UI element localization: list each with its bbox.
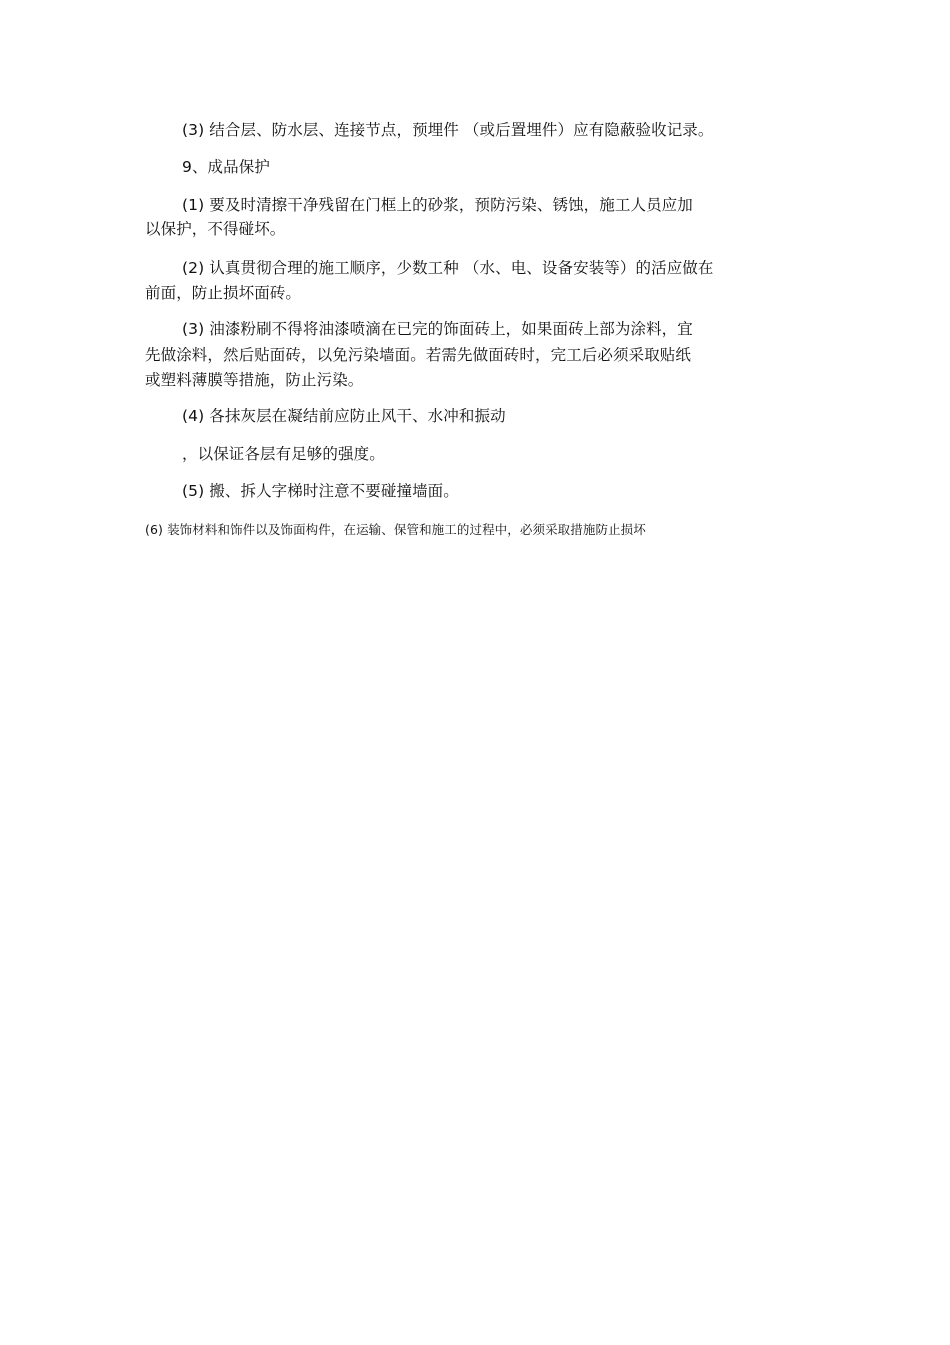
section-heading-finished-product-protection: 9、成品保护 [182, 158, 270, 176]
item-2-line-2: 前面，防止损坏面砖。 [145, 284, 302, 302]
item-5: (5) 搬、拆人字梯时注意不要碰撞墙面。 [182, 482, 459, 500]
item-6: (6) 装饰材料和饰件以及饰面构件，在运输、保管和施工的过程中，必须采取措施防止损坏 [145, 522, 646, 537]
item-4-line-2: ，以保证各层有足够的强度。 [182, 445, 385, 463]
item-3-line-2: 先做涂料，然后贴面砖，以免污染墙面。若需先做面砖时，完工后必须采取贴纸 [145, 346, 692, 364]
item-1-line-1: (1) 要及时清擦干净残留在门框上的砂浆，预防污染、锈蚀，施工人员应加 [182, 196, 693, 214]
item-1-line-2: 以保护，不得碰坏。 [145, 220, 286, 238]
item-4-line-1: (4) 各抹灰层在凝结前应防止风干、水冲和振动 [182, 407, 506, 425]
item-3-hidden-inspection: (3) 结合层、防水层、连接节点，预埋件 （或后置埋件）应有隐蔽验收记录。 [182, 121, 714, 139]
item-2-line-1: (2) 认真贯彻合理的施工顺序，少数工种 （水、电、设备安装等）的活应做在 [182, 259, 714, 277]
item-3-line-3: 或塑料薄膜等措施，防止污染。 [145, 371, 364, 389]
item-3-line-1: (3) 油漆粉刷不得将油漆喷滴在已完的饰面砖上，如果面砖上部为涂料，宜 [182, 320, 693, 338]
